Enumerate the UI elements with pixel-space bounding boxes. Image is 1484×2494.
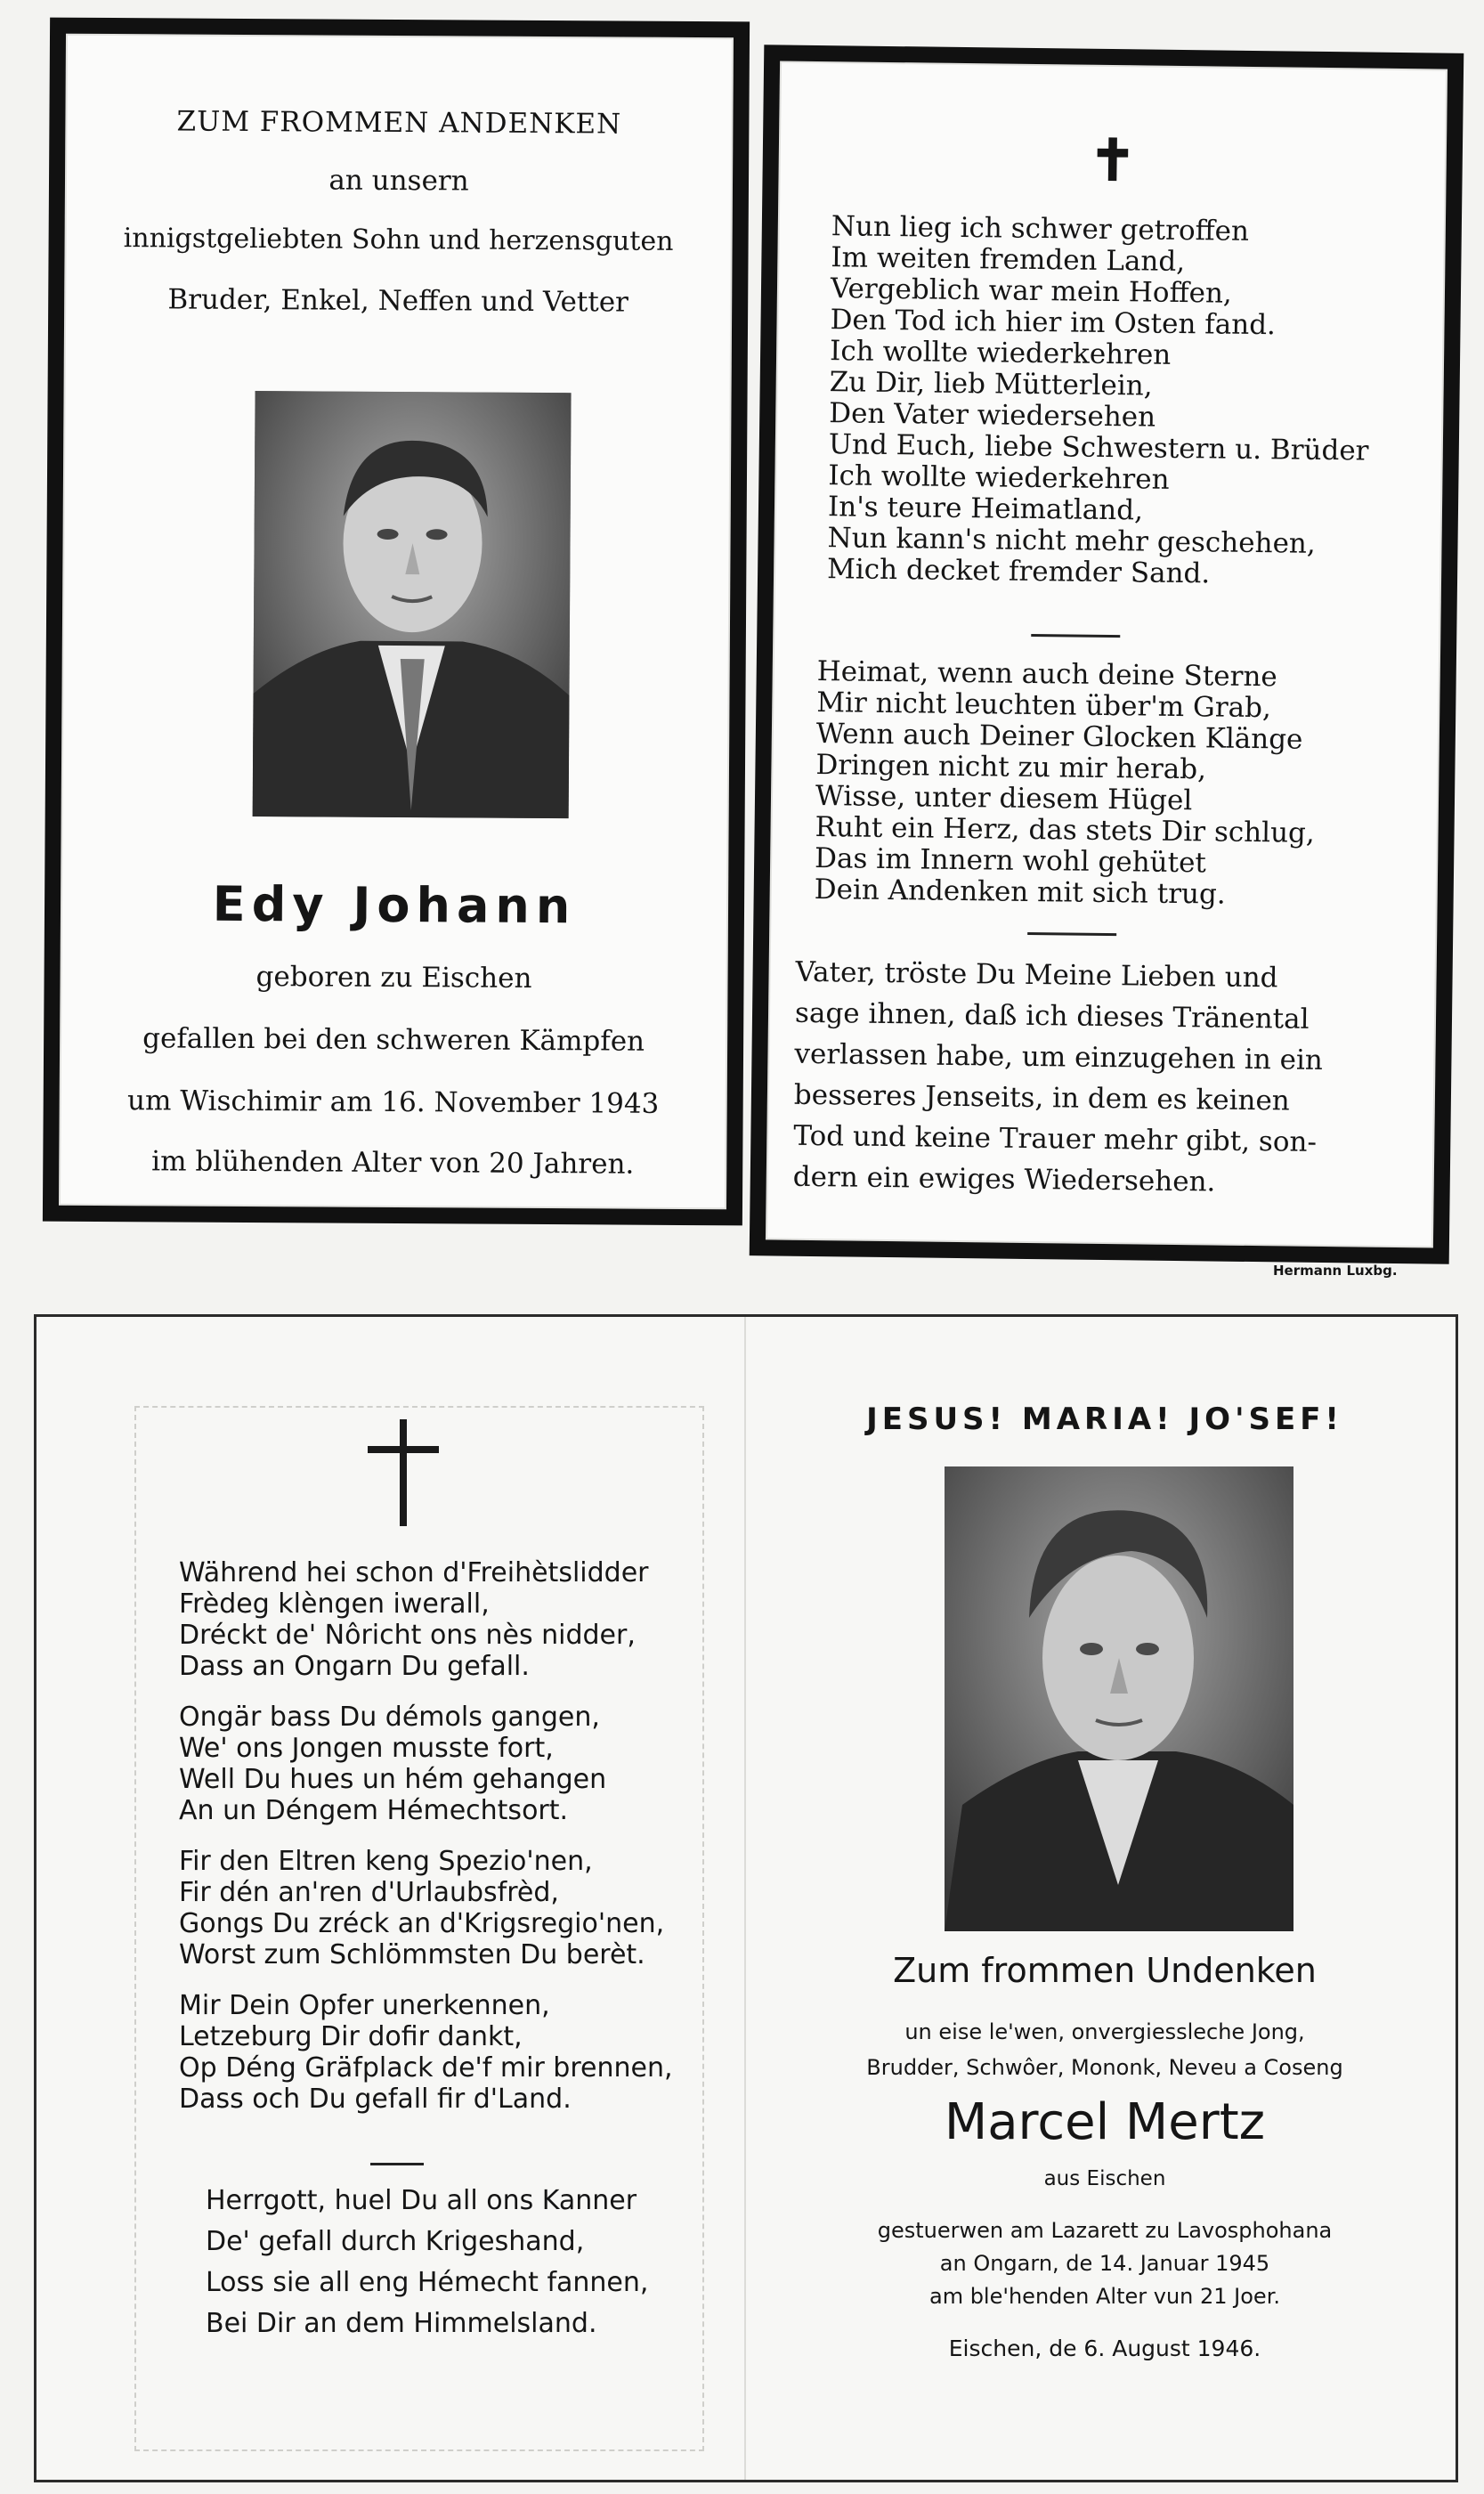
memorial-card-poem [750, 45, 1464, 1264]
lux-line: Ongär bass Du démols gangen, [179, 1702, 600, 1733]
lux-line: Mir Dein Opfer unerkennen, [179, 1990, 550, 2021]
lux-line: Frèdeg klèngen iwerall, [179, 1588, 490, 1620]
divider-1 [1031, 634, 1120, 638]
lux-line: Gongs Du zréck an d'Krigsregio'nen, [179, 1908, 665, 1939]
stanza2-line: Dein Andenken mit sich trug. [814, 873, 1226, 911]
card3-detail-2: an Ongarn, de 14. Januar 1945 [939, 2251, 1270, 2276]
card3-date-line: Eischen, de 6. August 1946. [948, 2336, 1261, 2361]
lux-stanza-1 [179, 1557, 673, 1682]
stanza1-line: Und Euch, liebe Schwestern u. Brüder [828, 428, 1369, 467]
lux-line: Worst zum Schlömmsten Du berèt. [179, 1939, 645, 1970]
poem-stanza-2 [815, 656, 1318, 912]
lux-line: We' ons Jongen musste fort, [179, 1733, 554, 1764]
stanza1-line: Den Vater wiedersehen [829, 397, 1156, 434]
lux-line: An un Déngem Hémechtsort. [179, 1795, 569, 1826]
stanza2-line: Ruht ein Herz, das stets Dir schlug, [815, 811, 1315, 849]
prose-paragraph [793, 952, 1325, 1204]
card1-detail-1: geboren zu Eischen [255, 961, 532, 995]
card3-origin: aus Eischen [1043, 2167, 1166, 2190]
prose-line: besseres Jenseits, in dem es keinen [793, 1078, 1290, 1117]
prose-line: verlassen habe, um einzugehen in ein [794, 1037, 1324, 1076]
divider-2 [1027, 932, 1116, 936]
stanza2-line: Das im Innern wohl gehütet [814, 842, 1207, 880]
card3-intro-1: un eise le'wen, onvergiessleche Jong, [904, 2019, 1305, 2044]
card1-intro-1: an unsern [328, 164, 469, 198]
card1-intro-3: Bruder, Enkel, Neffen und Vetter [167, 283, 629, 319]
card3-intro-2: Brudder, Schwôer, Mononk, Neveu a Coseng [866, 2055, 1343, 2080]
card3-header: JESUS! MARIA! JO'SEF! [866, 1401, 1343, 1437]
deceased-name-edy-johann: Edy Johann [212, 875, 577, 935]
card3-detail-1: gestuerwen am Lazarett zu Lavosphohana [877, 2218, 1333, 2243]
card1-detail-2: gefallen bei den schweren Kämpfen [142, 1022, 645, 1058]
prayer-line: Loss sie all eng Hémecht fannen, [206, 2267, 649, 2298]
cross-icon: ✝ [1088, 126, 1138, 195]
memorial-card-marcel-mertz [34, 1314, 1458, 2482]
card1-detail-4: im blühenden Alter von 20 Jahren. [151, 1145, 635, 1181]
fold-line [744, 1317, 746, 2480]
portrait-photo-edy-johann [253, 391, 572, 818]
lux-stanza-4 [179, 1990, 673, 2115]
portrait-photo-marcel-mertz [945, 1466, 1293, 1931]
lux-line: Well Du hues un hém gehangen [179, 1764, 607, 1795]
stanza1-line: Im weiten fremden Land, [831, 241, 1186, 279]
card3-subtitle: Zum frommen Undenken [893, 1951, 1317, 1990]
stanza1-line: Zu Dir, lieb Mütterlein, [829, 366, 1153, 402]
lux-line: Letzeburg Dir dofir dankt, [179, 2021, 523, 2052]
lux-line: Fir den Eltren keng Spezio'nen, [179, 1846, 593, 1877]
deceased-name-marcel-mertz: Marcel Mertz [944, 2093, 1266, 2151]
lux-line: Dass an Ongarn Du gefall. [179, 1651, 530, 1682]
prose-line: Tod und keine Trauer mehr gibt, son- [793, 1119, 1318, 1158]
lux-line: Während hei schon d'Freihètslidder [179, 1557, 649, 1588]
card3-detail-3: am ble'henden Alter vun 21 Joer. [929, 2284, 1280, 2309]
stanza1-line: Den Tod ich hier im Osten fand. [830, 304, 1277, 342]
stanza2-line: Wisse, unter diesem Hügel [815, 780, 1193, 817]
prayer-line: De' gefall durch Krigeshand, [206, 2226, 585, 2257]
stanza1-line: Mich decket fremder Sand. [826, 553, 1211, 590]
prose-line: Vater, tröste Du Meine Lieben und [795, 955, 1278, 995]
lux-stanza-3 [179, 1846, 673, 1970]
prayer [206, 2181, 648, 2344]
stanza1-line: Nun kann's nicht mehr geschehen, [827, 522, 1316, 560]
luxembourgish-poem [179, 1557, 673, 2115]
stanza2-line: Heimat, wenn auch deine Sterne [816, 655, 1278, 694]
prose-line: sage ihnen, daß ich dieses Tränental [794, 996, 1310, 1036]
stanza2-line: Wenn auch Deiner Glocken Klänge [815, 718, 1303, 756]
prayer-line: Bei Dir an dem Himmelsland. [206, 2308, 597, 2339]
lux-line: Dréckt de' Nôricht ons nès nidder, [179, 1620, 636, 1651]
stanza2-line: Dringen nicht zu mir herab, [815, 749, 1207, 786]
card1-detail-3: um Wischimir am 16. November 1943 [126, 1085, 660, 1120]
stanza1-line: Nun lieg ich schwer getroffen [831, 210, 1250, 248]
lux-line: Fir dén an'ren d'Urlaubsfrèd, [179, 1877, 559, 1908]
lux-line: Op Déng Gräfplack de'f mir brennen, [179, 2052, 673, 2084]
lux-stanza-2 [179, 1702, 673, 1826]
printer-credit: Hermann Luxbg. [1273, 1263, 1398, 1279]
memorial-card-edy-johann [43, 18, 750, 1226]
stanza1-line: Vergeblich war mein Hoffen, [830, 272, 1232, 310]
left-divider [370, 2163, 424, 2165]
stanza1-line: Ich wollte wiederkehren [829, 335, 1172, 371]
stanza1-line: In's teure Heimatland, [827, 491, 1144, 527]
prose-line: dern ein ewiges Wiedersehen. [792, 1160, 1216, 1198]
card1-intro-2: innigstgeliebten Sohn und herzensguten [123, 223, 674, 257]
poem-stanza-1 [827, 211, 1372, 591]
lux-line: Dass och Du gefall fir d'Land. [179, 2084, 572, 2115]
stanza2-line: Mir nicht leuchten über'm Grab, [816, 686, 1272, 725]
stanza1-line: Ich wollte wiederkehren [828, 459, 1170, 496]
card1-header: ZUM FROMMEN ANDENKEN [176, 105, 622, 141]
prayer-line: Herrgott, huel Du all ons Kanner [206, 2185, 637, 2216]
cross-icon-left [368, 1419, 439, 1530]
